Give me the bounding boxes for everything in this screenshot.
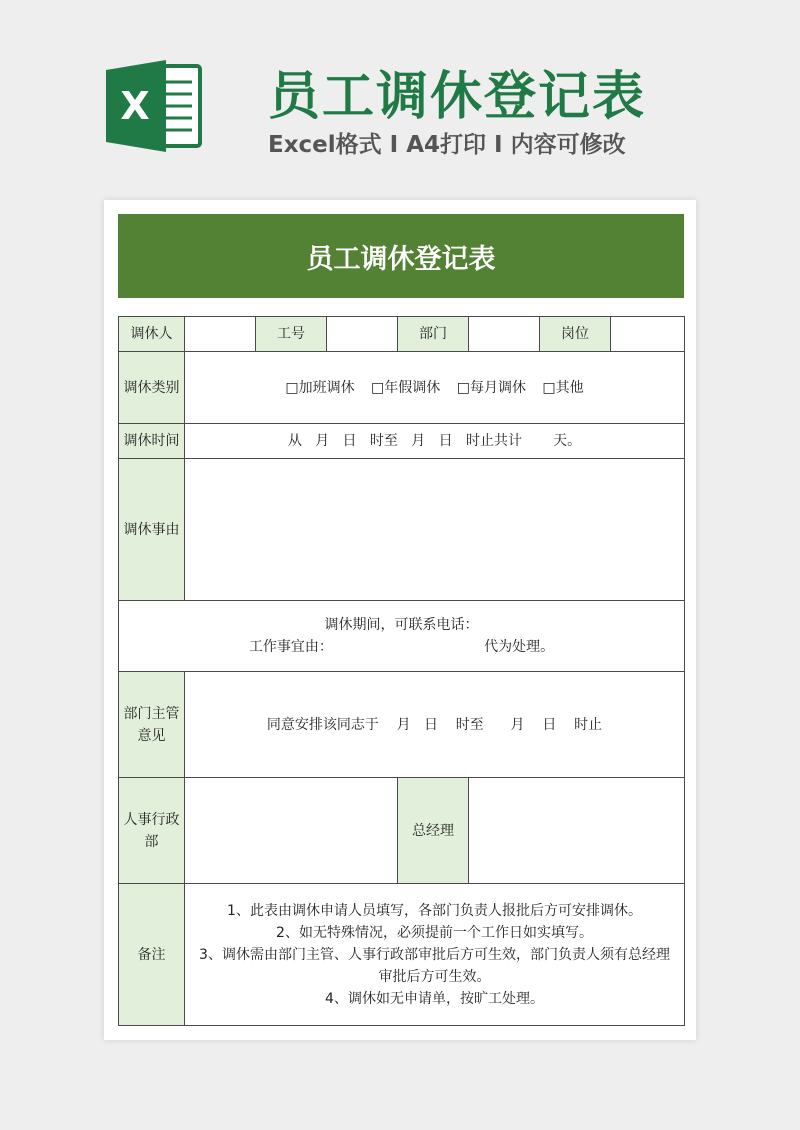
note-line: 3、调休需由部门主管、人事行政部审批后方可生效，部门负责人须有总经理	[199, 946, 670, 963]
field-notes	[185, 884, 685, 1026]
field-department[interactable]	[469, 317, 540, 352]
page-title: 员工调休登记表	[268, 67, 647, 127]
label-position: 岗位	[540, 317, 611, 352]
checkbox-overtime[interactable]: □加班调休	[285, 379, 355, 396]
field-position[interactable]	[611, 317, 685, 352]
label-department: 部门	[398, 317, 469, 352]
label-notes: 备注	[119, 884, 185, 1026]
contact-delegate-line: 工作事宜由： 代为处理。	[248, 639, 555, 655]
field-hr[interactable]	[185, 778, 398, 884]
checkbox-other[interactable]: □其他	[542, 379, 584, 396]
label-hr: 人事行政部	[119, 778, 185, 884]
label-manager-opinion: 部门主管意见	[119, 672, 185, 778]
label-person: 调休人	[119, 317, 185, 352]
label-time: 调休时间	[119, 424, 185, 459]
label-employee-id: 工号	[256, 317, 327, 352]
note-line: 2、如无特殊情况，必须提前一个工作日如实填写。	[276, 924, 593, 941]
field-time[interactable]: 从 月 日 时至 月 日 时止共计 天。	[185, 424, 685, 459]
field-contact[interactable]	[119, 601, 685, 672]
checkbox-monthly[interactable]: □每月调休	[456, 379, 526, 396]
label-reason: 调休事由	[119, 459, 185, 601]
note-line: 审批后方可生效。	[378, 968, 491, 985]
leave-form-table	[118, 316, 685, 1026]
label-category: 调休类别	[119, 352, 185, 424]
field-reason[interactable]	[185, 459, 685, 601]
note-line: 4、调休如无申请单，按旷工处理。	[325, 990, 544, 1007]
field-employee-id[interactable]	[327, 317, 398, 352]
checkbox-annual[interactable]: □年假调休	[371, 379, 441, 396]
field-general-manager[interactable]	[469, 778, 685, 884]
field-person[interactable]	[185, 317, 256, 352]
field-manager-opinion[interactable]: 同意安排该同志于 月 日 时至 月 日 时止	[185, 672, 685, 778]
excel-logo-icon	[104, 56, 204, 156]
form-title-banner: 员工调休登记表	[118, 214, 684, 298]
page-subtitle: Excel格式 I A4打印 I 内容可修改	[268, 132, 626, 158]
note-line: 1、此表由调休申请人员填写，各部门负责人报批后方可安排调休。	[227, 902, 642, 919]
excel-logo-letter: X	[120, 84, 150, 128]
field-category	[185, 352, 685, 424]
label-general-manager: 总经理	[398, 778, 469, 884]
contact-phone-line: 调休期间，可联系电话：	[324, 617, 479, 633]
